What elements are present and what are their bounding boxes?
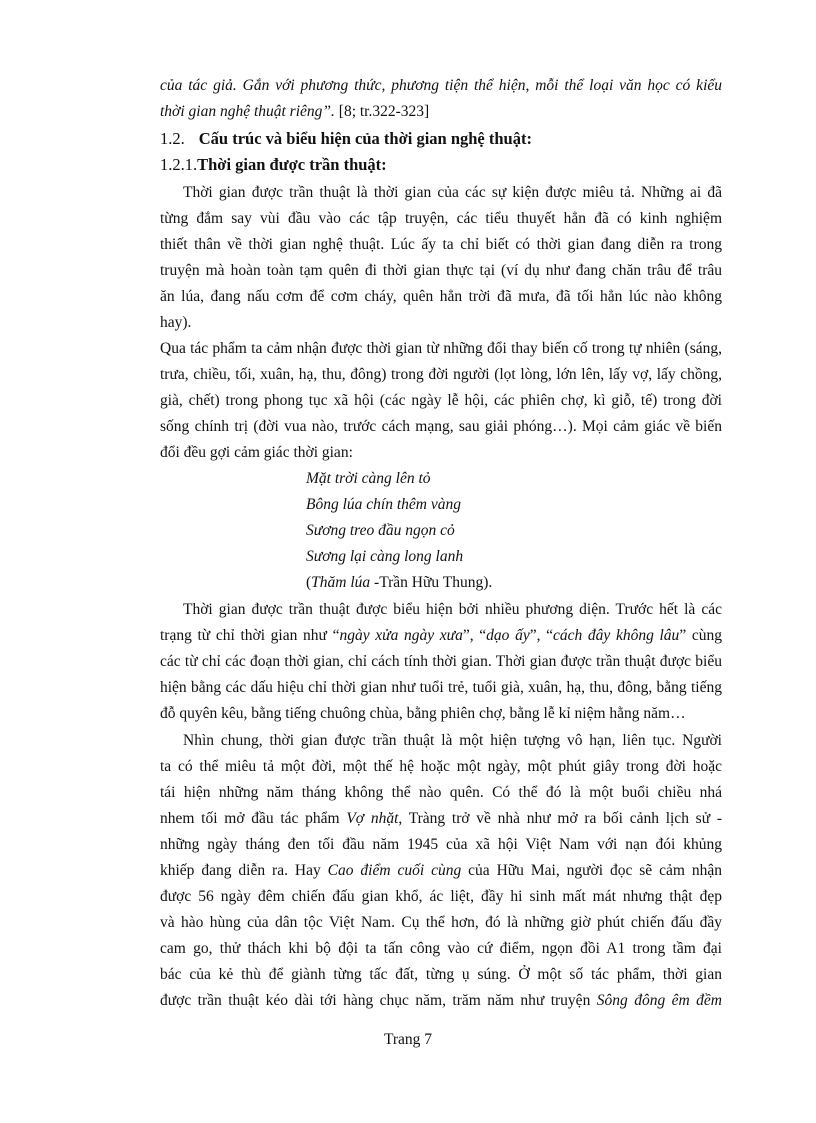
para4-line-11 <box>160 991 722 1011</box>
para1-line-1: Thời gian được trần thuật là thời gian của các sự kiện được miêu tả. Những ai đã <box>183 184 722 201</box>
para3-italic-phrase: dạo ấy <box>486 627 530 644</box>
para4-line-10: bác của kẻ thù để giành từng tấc đất, từng ụ súng. Ở một số tác phẩm, thời gian <box>160 966 722 983</box>
para4-line-2: ta có thể miêu tả một đời, một thế hệ hoặc một ngày, một phút giây trong đời hoặc <box>160 758 722 775</box>
work-title: Cao điểm cuối cùng <box>327 862 462 879</box>
page-number: Trang 7 <box>383 1031 433 1048</box>
para3-line-2 <box>160 626 722 646</box>
para4-text: được trần thuật kéo dài tới hàng chục năm, trăm năm như truyện <box>160 992 597 1009</box>
citation-ref: [8; tr.322-323] <box>334 103 430 120</box>
para4-text: khiếp đang diễn ra. Hay <box>160 862 328 879</box>
subsection-number: 1.2.1. <box>160 155 198 174</box>
para3-italic-phrase: cách đây không lâu <box>553 627 680 644</box>
para4-text: , Tràng trở về nhà như mở ra bối cảnh lịch sử - <box>398 810 722 827</box>
para2-line-5: đổi đều gợi cảm giác thời gian: <box>160 444 353 461</box>
para3-line-3: các từ chỉ các đoạn thời gian, chỉ cách tính thời gian. Thời gian được trần thuật được biểu <box>160 653 722 670</box>
para3-text: ”, “ <box>529 627 554 644</box>
section-title: Cấu trúc và biểu hiện của thời gian nghệ thuật: <box>198 129 532 148</box>
section-heading-1-2 <box>160 129 722 149</box>
para2-line-4: sống chính trị (đời vua nào, trước cách mạng, sau giải phóng…). Mọi cảm giác về biến <box>160 418 722 435</box>
para4-line-9: cam go, thử thách khi bộ đội ta tấn công vào cứ điểm, ngọn đồi A1 trong tầm đại <box>160 940 722 957</box>
para4-line-1: Nhìn chung, thời gian được trần thuật là một hiện tượng vô hạn, liên tục. Người <box>183 732 722 749</box>
para1-line-6: hay). <box>160 314 192 331</box>
poem-line-1: Mặt trời càng lên tỏ <box>306 470 431 487</box>
para4-line-5: những ngày tháng đen tối đầu năm 1945 của xã hội Việt Nam với nạn đói khủng <box>160 836 722 853</box>
para4-line-4 <box>160 809 722 829</box>
para1-line-4: truyện mà hoàn toàn tạm quên đi thời gian thực tại (ví dụ như đang chăn trâu để trâu <box>160 262 722 279</box>
para1-line-5: ăn lúa, đang nấu cơm để cơm cháy, quên hẳn trời đã mưa, đã tối hẳn lúc nào không <box>160 288 722 305</box>
para1-line-3: thiết thân về thời gian nghệ thuật. Lúc ấy ta chỉ biết có thời gian đang diễn ra trong <box>160 236 722 253</box>
work-title: Vợ nhặt <box>346 810 399 827</box>
subsection-title: Thời gian được trần thuật: <box>197 155 387 174</box>
para4-line-7: được 56 ngày đêm chiến đấu gian khổ, ác liệt, đầy hi sinh mất mát nhưng thật đẹp <box>160 888 722 905</box>
para4-text: nhem tối mở đầu tác phẩm <box>160 810 347 827</box>
poem-source <box>306 573 492 593</box>
para4-line-8: và hào hùng của dân tộc Việt Nam. Cụ thể hơn, đó là những giờ phút chiến đấu đầy <box>160 914 722 931</box>
work-title: Sông đông êm đềm <box>596 992 722 1009</box>
intro-quote-line-1: của tác giả. Gắn với phương thức, phương tiện thể hiện, mỗi thể loại văn học có kiểu <box>160 77 722 94</box>
para3-line-4: hiện bằng các dấu hiệu chỉ thời gian như tuổi trẻ, tuổi già, xuân, hạ, thu, đông, bằng tiếng <box>160 679 722 696</box>
poem-line-3: Sương treo đầu ngọn cỏ <box>306 522 455 539</box>
para4-line-6 <box>160 861 722 881</box>
poem-source-title: Thăm lúa <box>311 574 371 591</box>
para3-italic-phrase: ngày xửa ngày xưa <box>339 627 463 644</box>
para4-line-3: tái hiện những năm tháng không thể nào quên. Có thể đó là một buổi chiều nhá <box>160 784 722 801</box>
poem-source-open: ( <box>306 574 312 591</box>
poem-line-2: Bông lúa chín thêm vàng <box>306 496 461 513</box>
para2-line-1: Qua tác phẩm ta cảm nhận được thời gian từ những đổi thay biến cố trong tự nhiên (sáng, <box>160 340 722 357</box>
para3-line-1: Thời gian được trần thuật được biểu hiện bởi nhiều phương diện. Trước hết là các <box>183 601 722 618</box>
para4-text: của Hữu Mai, người đọc sẽ cảm nhận <box>461 862 722 879</box>
para3-text: trạng từ chỉ thời gian như “ <box>160 627 340 644</box>
para2-line-3: già, chết) trong phong tục xã hội (các ngày lễ hội, các phiên chợ, kì giỗ, tế) trong đời <box>160 392 722 409</box>
section-number: 1.2. <box>160 129 185 148</box>
intro-quote-line-2 <box>160 102 722 122</box>
intro-quote-end: thời gian nghệ thuật riêng”. <box>160 103 335 120</box>
para3-line-5: đỗ quyên kêu, bằng tiếng chuông chùa, bằng phiên chợ, bằng lễ kỉ niệm hằng năm… <box>160 705 686 722</box>
para3-text: ” cùng <box>679 627 722 644</box>
poem-source-author: -Trần Hữu Thung). <box>370 574 493 591</box>
para1-line-2: từng đắm say vùi đầu vào các tập truyện, các tiểu thuyết hẳn đã có kinh nghiệm <box>160 210 722 227</box>
poem-line-4: Sương lại càng long lanh <box>306 548 464 565</box>
para3-text: ”, “ <box>462 627 487 644</box>
section-heading-1-2-1 <box>160 155 722 175</box>
para2-line-2: trưa, chiều, tối, xuân, hạ, thu, đông) trong đời người (lọt lòng, lớn lên, lấy vợ, lấy chồng, <box>160 366 722 383</box>
